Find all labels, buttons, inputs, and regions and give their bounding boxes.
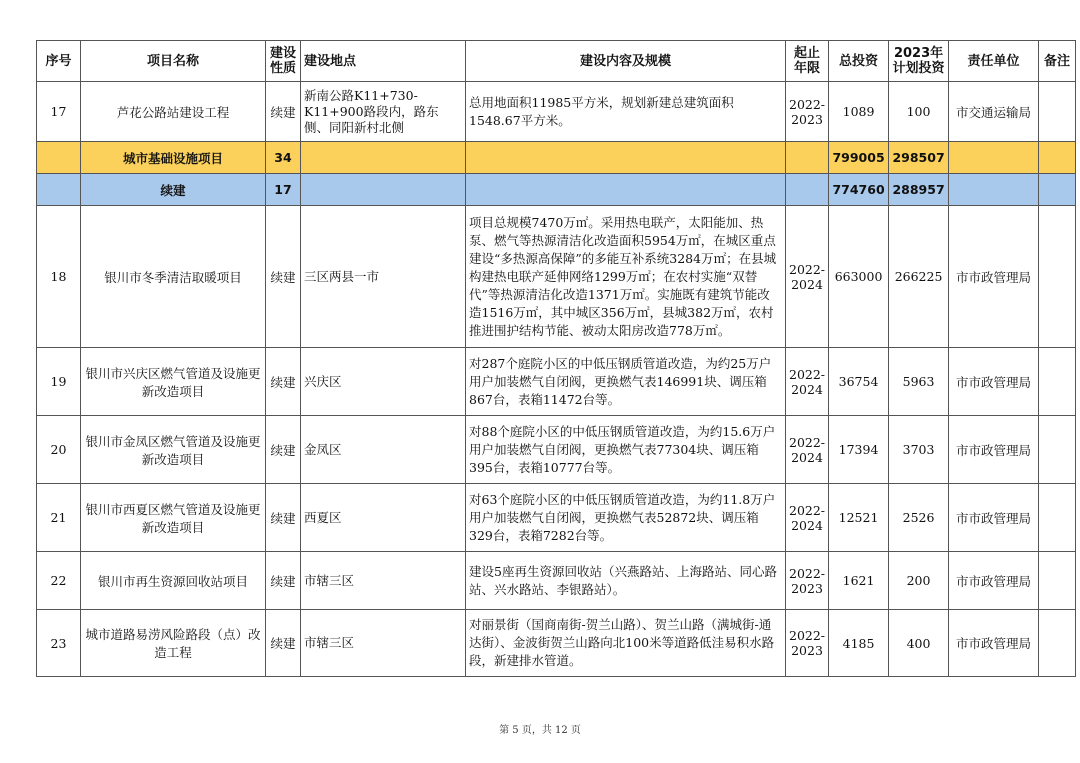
- header-row: [37, 41, 1076, 82]
- row-location: 兴庆区: [301, 348, 466, 416]
- category-row: [37, 142, 1076, 174]
- header-unit: 责任单位: [949, 41, 1039, 82]
- header-content: 建设内容及规模: [466, 41, 786, 82]
- row-unit: 市市政管理局: [949, 552, 1039, 610]
- row-location: 三区两县一市: [301, 206, 466, 348]
- row-seq: 20: [37, 416, 81, 484]
- category-period-cell: [786, 142, 829, 174]
- row-name: 芦花公路站建设工程: [81, 82, 266, 142]
- project-table: [36, 40, 1076, 677]
- category-count: 34: [266, 142, 301, 174]
- row-unit: 市市政管理局: [949, 206, 1039, 348]
- row-period: 2022-2023: [786, 610, 829, 677]
- table-row: [37, 82, 1076, 142]
- row-location: 金凤区: [301, 416, 466, 484]
- category-unit-cell: [949, 142, 1039, 174]
- row-total: 36754: [829, 348, 889, 416]
- row-total: 1621: [829, 552, 889, 610]
- row-content: 建设5座再生资源回收站（兴燕路站、上海路站、同心路站、兴水路站、李银路站）。: [466, 552, 786, 610]
- row-unit: 市市政管理局: [949, 416, 1039, 484]
- row-total: 4185: [829, 610, 889, 677]
- row-remark: [1039, 348, 1076, 416]
- row-location: 市辖三区: [301, 552, 466, 610]
- continued-remark-cell: [1039, 174, 1076, 206]
- row-plan: 400: [889, 610, 949, 677]
- row-plan: 5963: [889, 348, 949, 416]
- row-location: 西夏区: [301, 484, 466, 552]
- row-nature: 续建: [266, 484, 301, 552]
- continued-name: 续建: [81, 174, 266, 206]
- row-nature: 续建: [266, 416, 301, 484]
- row-remark: [1039, 484, 1076, 552]
- row-total: 663000: [829, 206, 889, 348]
- row-plan: 2526: [889, 484, 949, 552]
- category-total: 799005: [829, 142, 889, 174]
- row-unit: 市市政管理局: [949, 610, 1039, 677]
- row-plan: 100: [889, 82, 949, 142]
- row-name: 银川市再生资源回收站项目: [81, 552, 266, 610]
- category-content-cell: [466, 142, 786, 174]
- row-total: 17394: [829, 416, 889, 484]
- row-seq: 21: [37, 484, 81, 552]
- row-nature: 续建: [266, 348, 301, 416]
- row-nature: 续建: [266, 82, 301, 142]
- row-seq: 18: [37, 206, 81, 348]
- row-total: 1089: [829, 82, 889, 142]
- header-location: 建设地点: [301, 41, 466, 82]
- row-name: 银川市冬季清洁取暖项目: [81, 206, 266, 348]
- row-seq: 19: [37, 348, 81, 416]
- continued-content-cell: [466, 174, 786, 206]
- header-plan: 2023年计划投资: [889, 41, 949, 82]
- category-name: 城市基础设施项目: [81, 142, 266, 174]
- category-location-cell: [301, 142, 466, 174]
- row-nature: 续建: [266, 610, 301, 677]
- row-plan: 3703: [889, 416, 949, 484]
- header-remark: 备注: [1039, 41, 1076, 82]
- table-row: [37, 552, 1076, 610]
- row-period: 2022-2023: [786, 552, 829, 610]
- table-row: [37, 610, 1076, 677]
- row-period: 2022-2023: [786, 82, 829, 142]
- row-period: 2022-2024: [786, 348, 829, 416]
- row-name: 银川市西夏区燃气管道及设施更新改造项目: [81, 484, 266, 552]
- table-row: [37, 348, 1076, 416]
- row-name: 银川市兴庆区燃气管道及设施更新改造项目: [81, 348, 266, 416]
- continued-seq-cell: [37, 174, 81, 206]
- continued-period-cell: [786, 174, 829, 206]
- row-content: 对63个庭院小区的中低压钢质管道改造，为约11.8万户用户加装燃气自闭阀，更换燃气表52872块、调压箱329台，表箱7282台等。: [466, 484, 786, 552]
- page-footer: 第 5 页，共 12 页: [499, 725, 581, 736]
- row-content: 对88个庭院小区的中低压钢质管道改造，为约15.6万户用户加装燃气自闭阀，更换燃气表77304块、调压箱395台，表箱10777台等。: [466, 416, 786, 484]
- row-remark: [1039, 206, 1076, 348]
- row-location: 市辖三区: [301, 610, 466, 677]
- row-plan: 200: [889, 552, 949, 610]
- continued-count: 17: [266, 174, 301, 206]
- header-seq: 序号: [37, 41, 81, 82]
- continued-plan: 288957: [889, 174, 949, 206]
- header-total: 总投资: [829, 41, 889, 82]
- row-nature: 续建: [266, 206, 301, 348]
- row-plan: 266225: [889, 206, 949, 348]
- row-remark: [1039, 416, 1076, 484]
- category-plan: 298507: [889, 142, 949, 174]
- row-remark: [1039, 82, 1076, 142]
- category-seq-cell: [37, 142, 81, 174]
- row-seq: 22: [37, 552, 81, 610]
- row-content: 对287个庭院小区的中低压钢质管道改造，为约25万户用户加装燃气自闭阀，更换燃气表146991块、调压箱867台，表箱11472台等。: [466, 348, 786, 416]
- category-remark-cell: [1039, 142, 1076, 174]
- continued-total: 774760: [829, 174, 889, 206]
- row-total: 12521: [829, 484, 889, 552]
- row-remark: [1039, 552, 1076, 610]
- continued-row: [37, 174, 1076, 206]
- row-location: 新南公路K11+730-K11+900路段内，路东侧、同阳新村北侧: [301, 82, 466, 142]
- continued-location-cell: [301, 174, 466, 206]
- row-content: 项目总规模7470万㎡。采用热电联产，太阳能加、热泵、燃气等热源清洁化改造面积5954万㎡，在城区重点建设“多热源高保障”的多能互补系统3284万㎡；在县城构建热电联产延伸网络1299万㎡；在农村实施“双替代”等热源清洁化改造1371万㎡。实施既有建筑节能改造1516万㎡，其中城区356万㎡，县城382万㎡，农村推进围护结构节能、被动太阳房改造778万㎡。: [466, 206, 786, 348]
- row-content: 对丽景街（国商南街-贺兰山路）、贺兰山路（满城街-通达街）、金波街贺兰山路向北100米等道路低洼易积水路段，新建排水管道。: [466, 610, 786, 677]
- row-name: 银川市金凤区燃气管道及设施更新改造项目: [81, 416, 266, 484]
- row-unit: 市交通运输局: [949, 82, 1039, 142]
- row-content: 总用地面积11985平方米，规划新建总建筑面积1548.67平方米。: [466, 82, 786, 142]
- row-period: 2022-2024: [786, 416, 829, 484]
- row-remark: [1039, 610, 1076, 677]
- row-seq: 17: [37, 82, 81, 142]
- continued-unit-cell: [949, 174, 1039, 206]
- row-name: 城市道路易涝风险路段（点）改造工程: [81, 610, 266, 677]
- row-period: 2022-2024: [786, 206, 829, 348]
- table-row: [37, 206, 1076, 348]
- row-nature: 续建: [266, 552, 301, 610]
- row-unit: 市市政管理局: [949, 484, 1039, 552]
- header-period: 起止年限: [786, 41, 829, 82]
- header-name: 项目名称: [81, 41, 266, 82]
- row-period: 2022-2024: [786, 484, 829, 552]
- table-row: [37, 484, 1076, 552]
- row-seq: 23: [37, 610, 81, 677]
- header-nature: 建设性质: [266, 41, 301, 82]
- table-row: [37, 416, 1076, 484]
- row-unit: 市市政管理局: [949, 348, 1039, 416]
